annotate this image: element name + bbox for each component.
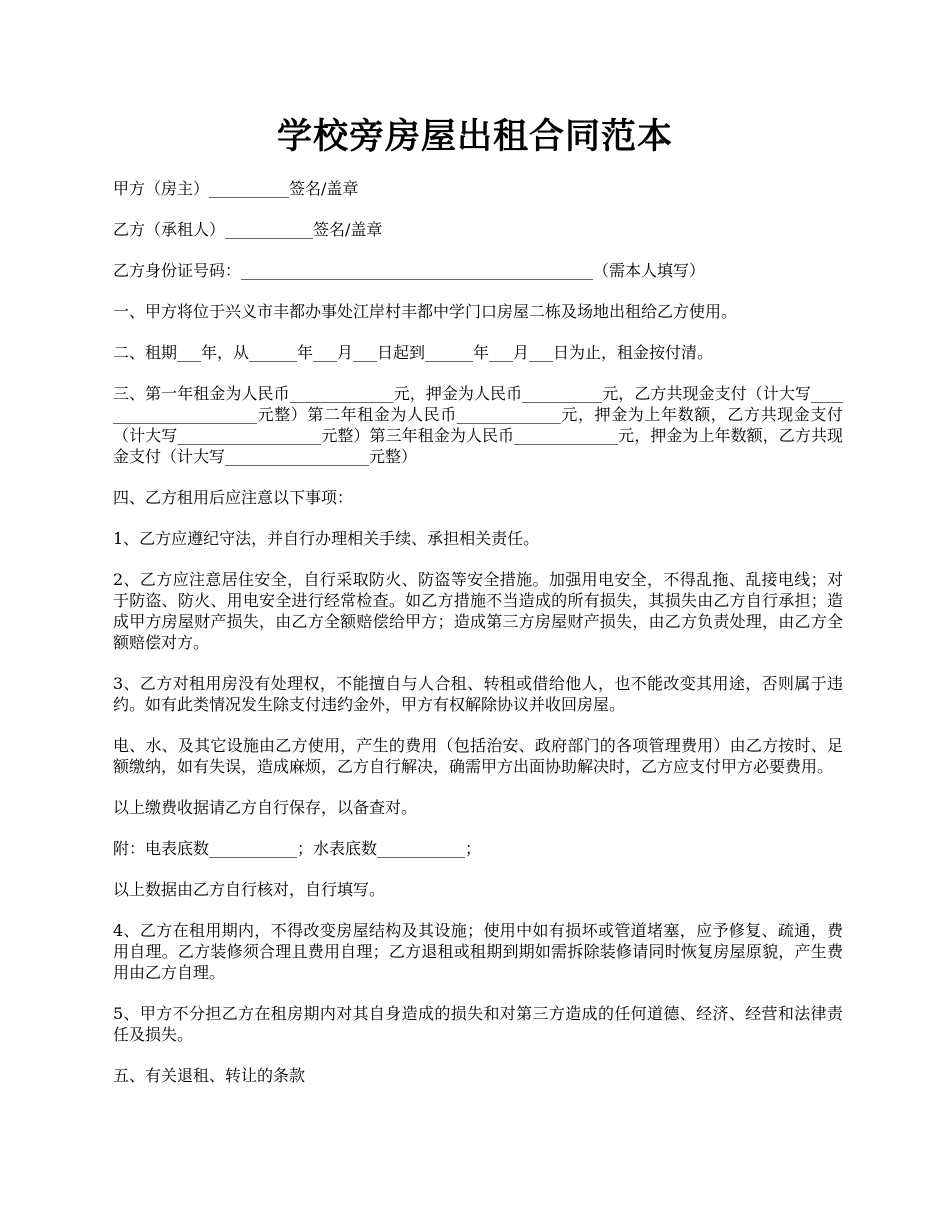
paragraph-receipts: 以上缴费收据请乙方自行保存，以备查对。	[113, 798, 418, 817]
paragraph-party-b-id: 乙方身份证号码：____________________________________________（需本人填写）	[113, 261, 706, 280]
paragraph-item-2: 2、乙方应注意居住安全，自行采取防火、防盗等安全措施。加强用电安全，不得乱拖、乱接电线；对于防盗、防火、用电安全进行经常检查。如乙方措施不当造成的所有损失，其损失由乙方自行承担；造成甲方房屋财产损失，由乙方全额赔偿给甲方；造成第三方房屋财产损失，由乙方负责处理，由乙方全额赔偿对方。	[113, 570, 843, 652]
paragraph-party-b: 乙方（承租人）___________签名/盖章	[113, 220, 383, 239]
paragraph-utilities: 电、水、及其它设施由乙方使用，产生的费用（包括治安、政府部门的各项管理费用）由乙方按时、足额缴纳，如有失误，造成麻烦，乙方自行解决，确需甲方出面协助解决时，乙方应支付甲方必要费用。	[113, 736, 843, 776]
paragraph-item-5: 5、甲方不分担乙方在租房期内对其自身造成的损失和对第三方造成的任何道德、经济、经营和法律责任及损失。	[113, 1004, 843, 1044]
paragraph-item-4: 4、乙方在租用期内，不得改变房屋结构及其设施；使用中如有损坏或管道堵塞，应予修复、疏通，费用自理。乙方装修须合理且费用自理；乙方退租或租期到期如需拆除装修请同时恢复房屋原貌，产生费用由乙方自理。	[113, 921, 843, 982]
paragraph-item-1: 1、乙方应遵纪守法，并自行办理相关手续、承担相关责任。	[113, 529, 540, 548]
document-title: 学校旁房屋出租合同范本	[276, 116, 673, 157]
paragraph-clause-5-heading: 五、有关退租、转让的条款	[113, 1066, 306, 1085]
paragraph-item-3: 3、乙方对租用房没有处理权，不能擅自与人合租、转租或借给他人，也不能改变其用途，否则属于违约。如有此类情况发生除支付违约金外，甲方有权解除协议并收回房屋。	[113, 674, 843, 714]
paragraph-clause-3: 三、第一年租金为人民币_____________元，押金为人民币__________元，乙方共现金支付（计大写______________________元整）第二年租金为人民币_____________元，押金为上年数额，乙方共现金支付（计大写__________________元整）第三年租金为人民币_____________元，押金为上年数额，乙方共现金支付（计大写__________________元整）	[113, 384, 843, 466]
document-body	[113, 178, 843, 1106]
paragraph-meter-readings: 附：电表底数___________；水表底数___________；	[113, 839, 482, 858]
paragraph-party-a: 甲方（房主）__________签名/盖章	[113, 179, 359, 198]
paragraph-clause-4-heading: 四、乙方租用后应注意以下事项：	[113, 488, 354, 507]
paragraph-clause-2: 二、租期___年，从______年___月___日起到______年___月___日为止，租金按付清。	[113, 343, 714, 362]
paragraph-self-check: 以上数据由乙方自行核对，自行填写。	[113, 880, 386, 899]
paragraph-clause-1: 一、甲方将位于兴义市丰都办事处江岸村丰都中学门口房屋二栋及场地出租给乙方使用。	[113, 302, 738, 321]
